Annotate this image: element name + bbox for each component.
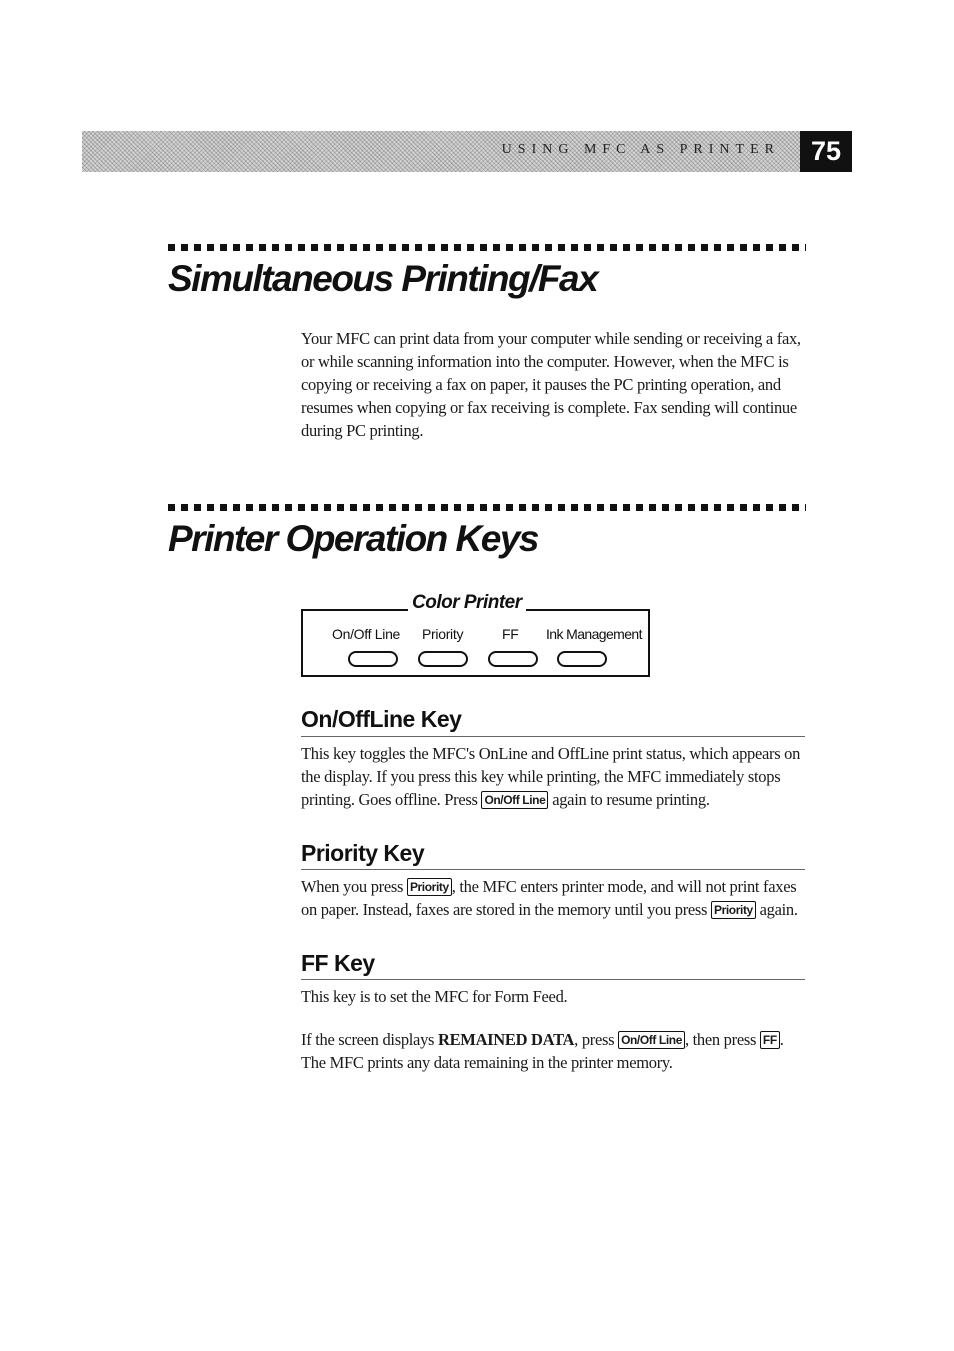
- section-divider: [168, 244, 806, 251]
- page-number: 75: [800, 131, 852, 172]
- onoff-line-key: On/Off Line: [481, 791, 548, 809]
- priority-title: Priority Key: [301, 840, 425, 866]
- section-divider: [168, 504, 806, 511]
- diagram-label-onoff: On/Off Line: [332, 626, 401, 642]
- simultaneous-body: Your MFC can print data from your computer while sending or receiving a fax, or while scanning information into the computer. However, when the MFC is copying or receiving a fax on paper, it pauses the PC printing operation, and resumes when copying or fax receiving is complete. Fax sending will continue during PC printing.: [301, 329, 801, 440]
- section-title-simultaneous: Simultaneous Printing/Fax: [168, 258, 598, 299]
- priority-key: Priority: [711, 901, 756, 919]
- onoff-line-key: On/Off Line: [618, 1031, 685, 1049]
- priority-button-icon: [418, 651, 468, 667]
- onoffline-body: This key toggles the MFC's OnLine and OffLine print status, which appears on the display. If you press this key while printing, the MFC immediately stops printing. Goes offline. Press On/Off Line again to resume printing.: [301, 744, 801, 809]
- onoffline-title: On/OffLine Key: [301, 706, 462, 732]
- running-title: USING MFC AS PRINTER: [501, 142, 780, 157]
- subsection-rule: [301, 979, 805, 980]
- ff-button-icon: [488, 651, 538, 667]
- ink-management-button-icon: [557, 651, 607, 667]
- remained-data-text: REMAINED DATA: [437, 1030, 575, 1049]
- section-title-operation-keys: Printer Operation Keys: [168, 518, 539, 559]
- ff-body-2: If the screen displays REMAINED DATA, press On/Off Line , then press FF . The MFC prints any data remaining in the printer memory.: [301, 1030, 784, 1072]
- diagram-label-priority: Priority: [422, 626, 464, 642]
- ff-body-1: This key is to set the MFC for Form Feed.: [301, 987, 568, 1006]
- ff-key: FF: [760, 1031, 780, 1049]
- running-header: [82, 131, 800, 172]
- diagram-label-ink: Ink Management: [546, 626, 642, 642]
- subsection-rule: [301, 736, 805, 737]
- priority-key: Priority: [407, 878, 452, 896]
- ff-title: FF Key: [301, 950, 375, 976]
- priority-body: When you press Priority , the MFC enters printer mode, and will not print faxes on paper. Instead, faxes are stored in the memory until you press Priority again.: [301, 877, 798, 919]
- subsection-rule: [301, 869, 805, 870]
- diagram-title: Color Printer: [408, 592, 526, 614]
- onoff-line-button-icon: [348, 651, 398, 667]
- diagram-label-ff: FF: [502, 626, 519, 642]
